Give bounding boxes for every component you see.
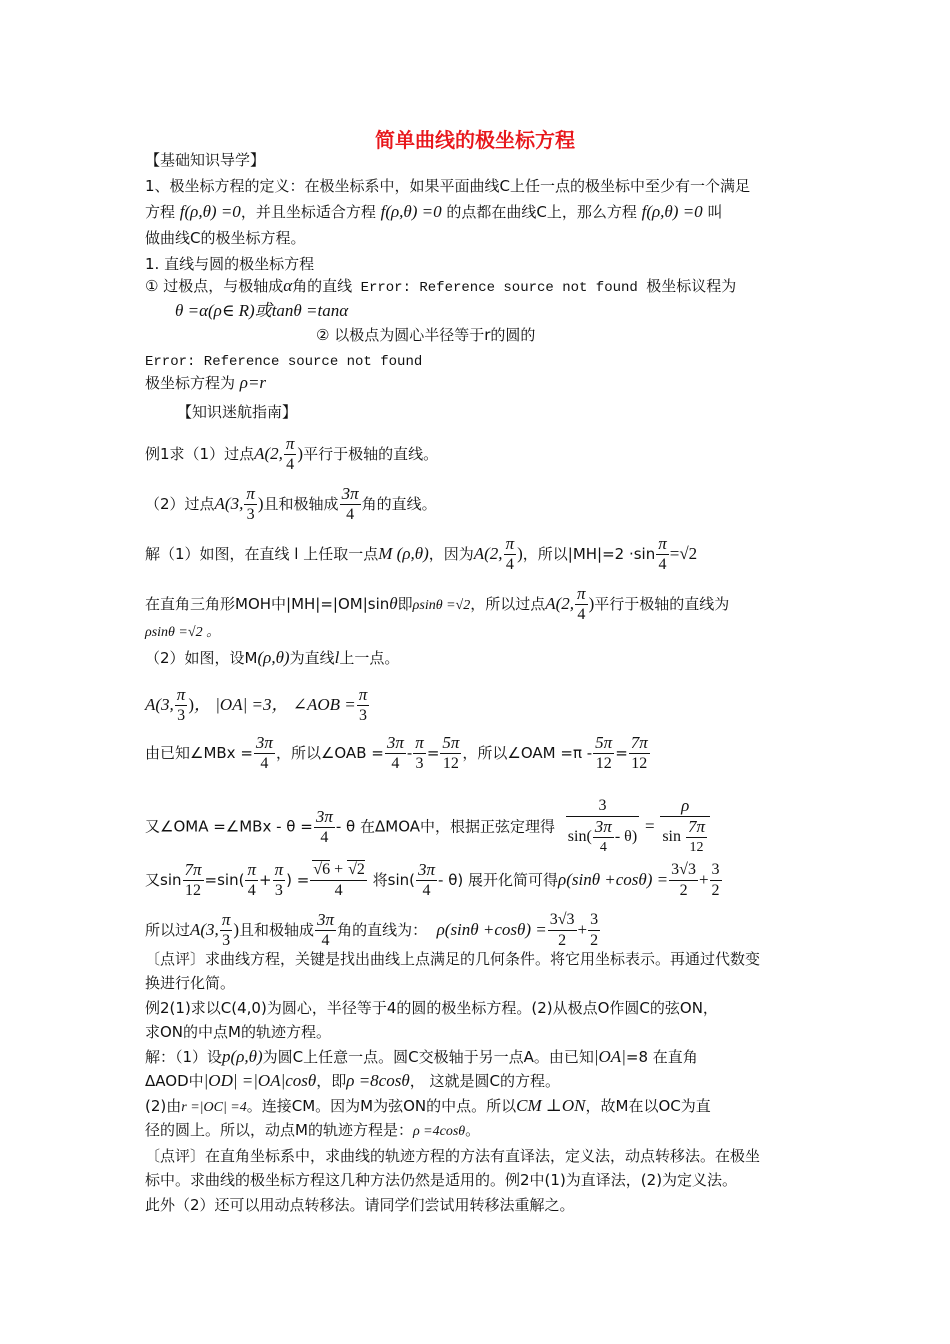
solution-2-angles: 由已知∠MBx = $\frac{3\pi}{4}$ ，所以∠OAB = $\frac{3\pi}{4}$ - $\frac{\pi}{3}$ = $\frac{5\pi}{12}$ ，所以∠OAM =π - $\frac{5\pi}{12}$ = $\frac{7\pi}{12}$ bbox=[145, 733, 648, 772]
review-1-line-2: 换进行化简。 bbox=[145, 974, 236, 992]
example-1-part-2: （2）过点A(3, $\frac{\pi}{3}$ )且和极轴成 $\frac{3\pi}{4}$ 角的直线。 bbox=[145, 484, 437, 523]
paragraph-circle-pole: ② 以极点为圆心半径等于r的圆的 bbox=[316, 326, 536, 344]
example-2-line-1: 例2(1)求以C(4,0)为圆心，半径等于4的圆的极坐标方程。(2)从极点O作圆C的弦ON， bbox=[145, 999, 718, 1017]
paragraph-line-through-pole: ① 过极点，与极轴成α角的直线 Error: Reference source not found 极坐标议程为 bbox=[145, 276, 737, 296]
solution-1-result: ρsinθ =√2 。 bbox=[145, 625, 221, 640]
paragraph-definition-1: 1、极坐标方程的定义：在极坐标系中，如果平面曲线C上任一点的极坐标中至少有一个满足 bbox=[145, 177, 751, 195]
solution-ex2-line-4: 径的圆上。所以，动点M的轨迹方程是：ρ =4cosθ。 bbox=[145, 1121, 481, 1139]
review-2-line-2: 标中。求曲线的极坐标方程这几种方法仍然是适用的。例2中(1)为直译法，(2)为定义法。 bbox=[145, 1171, 738, 1189]
solution-2-line-1: （2）如图，设M(ρ,θ)为直线l上一点。 bbox=[145, 648, 400, 667]
equation-line-polar: θ =α(ρ∈ R)或tanθ =tanα bbox=[175, 301, 349, 320]
error-reference: Error: Reference source not found bbox=[145, 354, 423, 370]
page-title: 简单曲线的极坐标方程 bbox=[375, 128, 575, 152]
paragraph-definition-3: 做曲线C的极坐标方程。 bbox=[145, 229, 306, 247]
review-2-line-3: 此外（2）还可以用动点转移法。请同学们尝试用转移法重解之。 bbox=[145, 1196, 575, 1214]
review-2-line-1: 〔点评〕在直角坐标系中，求曲线的轨迹方程的方法有直译法，定义法，动点转移法。在极坐 bbox=[145, 1147, 761, 1165]
solution-ex2-line-3: (2)由r =|OC| =4。连接CM。因为M为弦ON的中点。所以CM ⊥ON，故M在以OC为直 bbox=[145, 1096, 711, 1115]
example-1-part-1: 例1求（1）过点A(2, $\frac{\pi}{4}$ )平行于极轴的直线。 bbox=[145, 434, 439, 473]
section-heading-basics: 【基础知识导学】 bbox=[145, 151, 266, 169]
review-1-line-1: 〔点评〕求曲线方程，关键是找出曲线上点满足的几何条件。将它用坐标表示。再通过代数变 bbox=[145, 950, 761, 968]
solution-2-result: 所以过A(3, $\frac{\pi}{3}$ )且和极轴成 $\frac{3\pi}{4}$ 角的直线为： ρ(sinθ +cosθ) = $\frac{3√3}{2}$ + $\frac{3}{2}$ bbox=[145, 910, 599, 949]
section-heading-guide: 【知识迷航指南】 bbox=[177, 403, 298, 421]
example-2-line-2: 求ON的中点M的轨迹方程。 bbox=[145, 1023, 331, 1041]
paragraph-circle-equation: 极坐标方程为 ρ=r bbox=[145, 373, 267, 392]
solution-ex2-line-1: 解：（1）设p(ρ,θ)为圆C上任意一点。圆C交极轴于另一点A。由已知|OA|=8 在直角 bbox=[145, 1047, 698, 1066]
solution-2-expansion: 又sin $\frac{7\pi}{12}$ =sin( $\frac{\pi}{4}$ + $\frac{\pi}{3}$ ) = $\frac{√6 + √2}{4}$ 将sin( $\frac{3\pi}{4}$ - θ) 展开化简可得ρ(sinθ +cosθ) = $\frac{3√3}{2}$ + $\frac{3}{2}$ bbox=[145, 860, 720, 899]
solution-ex2-line-2: ΔAOD中|OD| =|OA|cosθ，即ρ =8cosθ， 这就是圆C的方程。 bbox=[145, 1071, 560, 1090]
paragraph-line-circle: 1. 直线与圆的极坐标方程 bbox=[145, 255, 315, 273]
solution-1-line-1: 解（1）如图，在直线 l 上任取一点M (ρ,θ)，因为A(2, $\frac{\pi}{4}$ )，所以|MH|=2 ·sin $\frac{\pi}{4}$ =√2 bbox=[145, 534, 698, 573]
solution-1-line-2: 在直角三角形MOH中|MH|=|OM|sinθ即ρsinθ =√2，所以过点A(2, $\frac{\pi}{4}$ )平行于极轴的直线为 bbox=[145, 584, 730, 623]
solution-2-sine-law: 又∠OMA =∠MBx - θ = $\frac{3\pi}{4}$ - θ 在ΔMOA中，根据正弦定理得 3 sin( $\frac{3\pi}{4}$ - θ) = ρ sin $\frac{7\pi}{12}$ bbox=[145, 796, 711, 858]
solution-2-given: A(3, $\frac{\pi}{3}$ )， |OA| =3， ∠AOB = $\frac{\pi}{3}$ bbox=[145, 685, 368, 724]
paragraph-definition-2: 方程 f(ρ,θ) =0，并且坐标适合方程 f(ρ,θ) =0 的点都在曲线C上，那么方程 f(ρ,θ) =0 叫 bbox=[145, 202, 723, 221]
